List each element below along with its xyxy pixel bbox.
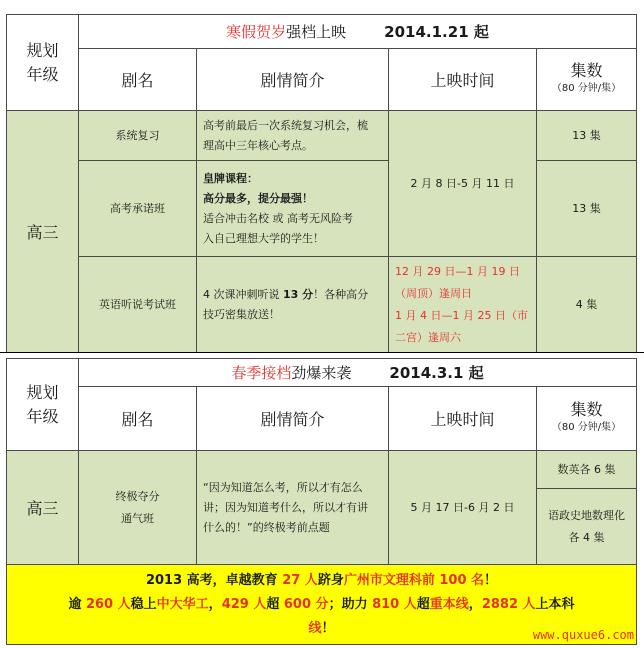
time-line: 12 月 29 日—1 月 19 日: [395, 264, 520, 278]
achievement-highlight: 600 分: [283, 596, 329, 612]
header-count-note: （80 分钟/集）: [551, 421, 622, 433]
plan-grade-header: [7, 15, 79, 111]
winter-course-2-count: 13 集: [537, 161, 637, 257]
achievement-highlight: 2882 人: [481, 596, 536, 612]
grade-label: 年级: [26, 64, 59, 84]
time-line: 二宫）逢周六: [395, 330, 461, 344]
header-time: 上映时间: [389, 387, 537, 451]
winter-banner-date: 2014.1.21 起: [384, 23, 489, 41]
achievement-text: 上本科: [535, 596, 575, 612]
grade-label: 年级: [26, 406, 59, 426]
winter-banner-highlight: 寒假贺岁: [226, 23, 287, 41]
desc-line: 高考前最后一次系统复习机会，梳: [203, 118, 368, 132]
desc-line: [203, 285, 382, 305]
count-line: 各 4 集: [568, 530, 605, 544]
site-watermark: www.quxue6.com: [532, 628, 634, 642]
header-name: 剧名: [79, 387, 197, 451]
desc-line: 适合冲击名校 或 高考无风险考: [203, 211, 353, 225]
desc-line: 技巧密集放送！: [203, 307, 280, 321]
achievement-line-1: [7, 569, 636, 593]
spring-banner-highlight: 春季接档: [231, 364, 292, 382]
spring-schedule-table: [6, 358, 637, 645]
achievement-text: 超: [266, 596, 284, 612]
winter-course-1-count: 13 集: [537, 111, 637, 161]
achievement-text: ，: [468, 596, 482, 612]
achievement-line-2: [7, 593, 636, 617]
winter-course-1-name: 系统复习: [79, 111, 197, 161]
achievement-highlight: 广州市文理科前 100 名: [343, 572, 485, 588]
spring-banner: [79, 359, 637, 387]
header-count: [537, 387, 637, 451]
time-line: 1 月 4 日—1 月 25 日（市: [395, 308, 528, 322]
desc-post: ！各种高分: [313, 287, 369, 301]
course-name-line: 终极夺分: [115, 489, 160, 503]
achievement-text: ！: [321, 620, 335, 636]
winter-course-3-time: [389, 257, 537, 353]
spring-count-2: [537, 489, 637, 565]
achievement-highlight: 810 人: [372, 596, 417, 612]
header-plot: 剧情简介: [197, 387, 389, 451]
achievement-highlight: 260 人: [85, 596, 131, 612]
header-count-note: （80 分钟/集）: [551, 82, 622, 94]
count-line: 语政史地数理化: [548, 508, 625, 522]
course-name-line: 通气班: [121, 511, 154, 525]
winter-course-3-desc: [197, 257, 389, 353]
achievement-text: 超: [416, 596, 430, 612]
winter-course-1-desc: [197, 111, 389, 161]
desc-bold: 13 分: [283, 287, 314, 301]
achievement-text: 跻身: [317, 572, 344, 588]
achievement-highlight: 429 人: [221, 596, 267, 612]
desc-line: 什么的！”的终极考前点题: [203, 520, 330, 534]
achievement-highlight: 线: [308, 620, 322, 636]
achievement-text: 逾: [68, 596, 86, 612]
plan-grade-header: [7, 359, 79, 451]
header-count-label: 集数: [570, 399, 603, 419]
winter-banner-rest: 强档上映: [286, 23, 347, 41]
time-line: （周顶）逢周日: [395, 286, 472, 300]
achievement-highlight: 27 人: [282, 572, 318, 588]
winter-course-3-count: 4 集: [537, 257, 637, 353]
winter-shared-time: 2 月 8 日-5 月 11 日: [389, 111, 537, 257]
spring-course-name: [79, 451, 197, 565]
achievement-text: ！: [484, 572, 498, 588]
achievement-text: ；助力: [328, 596, 373, 612]
desc-pre: 4 次课冲刺听说: [203, 287, 283, 301]
spring-banner-date: 2014.3.1 起: [389, 364, 484, 382]
desc-line: 讲；因为知道考什么，所以才有讲: [203, 500, 368, 514]
header-plot: 剧情简介: [197, 49, 389, 111]
header-time: 上映时间: [389, 49, 537, 111]
spring-course-time: 5 月 17 日-6 月 2 日: [389, 451, 537, 565]
spring-course-desc: [197, 451, 389, 565]
winter-grade-cell: 高三: [7, 111, 79, 353]
achievement-text: ，: [208, 596, 222, 612]
winter-course-2-desc: [197, 161, 389, 257]
spring-grade-cell: 高三: [7, 451, 79, 565]
winter-schedule-table: [6, 14, 637, 353]
achievement-text: 稳上: [130, 596, 157, 612]
header-count: [537, 49, 637, 111]
header-count-label: 集数: [570, 60, 603, 80]
section-divider: [0, 352, 644, 353]
plan-label: 规划: [26, 40, 59, 60]
achievement-highlight: 中大华工: [156, 596, 209, 612]
desc-line-bold: 皇牌课程：: [203, 171, 258, 185]
desc-line-bold: 高分最多，提分最强！: [203, 191, 313, 205]
winter-course-3-name: 英语听说考试班: [79, 257, 197, 353]
desc-line: 入自己理想大学的学生！: [203, 231, 324, 245]
spring-count-1: 数英各 6 集: [537, 451, 637, 489]
achievement-highlight: 重本线: [429, 596, 469, 612]
plan-label: 规划: [26, 382, 59, 402]
header-name: 剧名: [79, 49, 197, 111]
winter-banner: [79, 15, 637, 49]
desc-line: “因为知道怎么考，所以才有怎么: [203, 480, 363, 494]
winter-course-2-name: 高考承诺班: [79, 161, 197, 257]
desc-line: 理高中三年核心考点。: [203, 138, 313, 152]
achievement-text: 2013 高考，卓越教育: [145, 572, 283, 588]
spring-banner-rest: 劲爆来袭: [291, 364, 352, 382]
